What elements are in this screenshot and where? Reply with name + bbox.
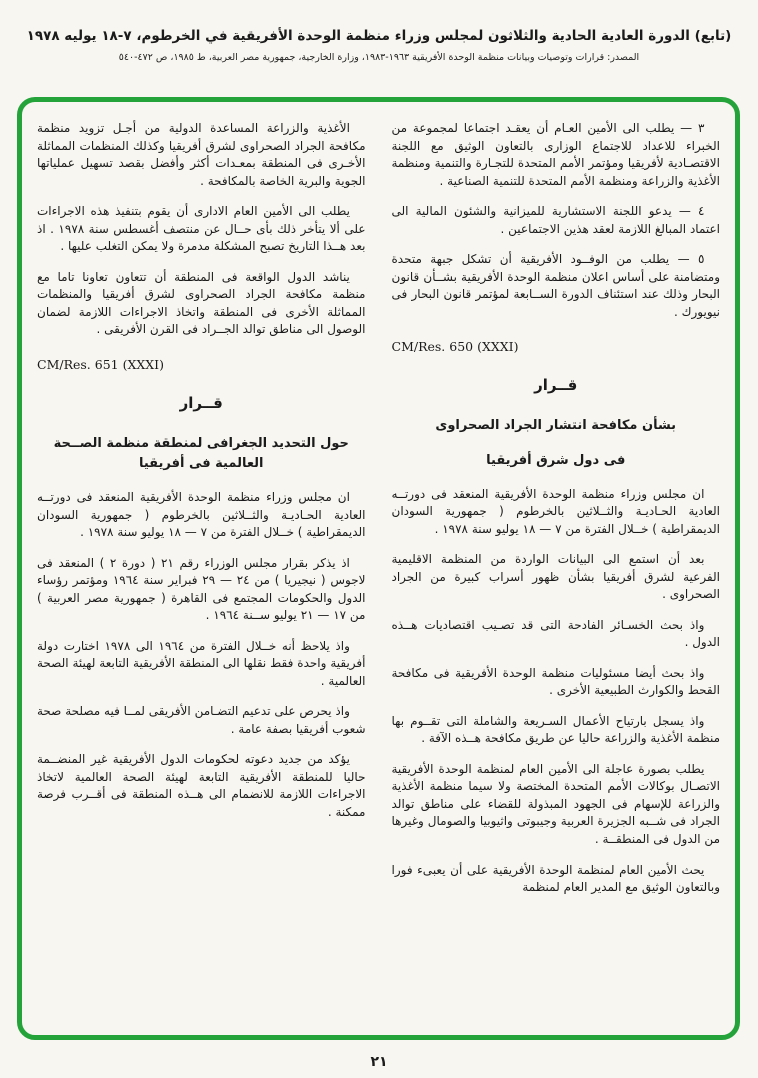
resolution-subtitle: فى دول شرق أفريقيا (486, 452, 626, 468)
paragraph: يناشد الدول الواقعة فى المنطقة أن تتعاون تعاونا تاما مع منظمة مكافحة الجراد الصحراوى لشرق أفريقيا والمنظمات المماثلة الأخرى فى المنطقة واتخاذ الاجراءات اللازمة لضمان الوصول الى مناطق توالد الجــراد فى القرن الأفريقى . (37, 269, 366, 337)
paragraph: بعد أن استمع الى البيانات الواردة من المنظمة الاقليمية الفرعية لشرق أفريقيا بشأن ظهور أسراب كبيرة من الجراد الصحراوى . (391, 552, 720, 602)
paragraph: ان مجلس وزراء منظمة الوحدة الأفريقية المنعقد فى دورتــه العادية الحـاديـة والثــلاثين بالخرطوم ( جمهورية السودان الديمقراطية ) خــلال الفترة من ٧ — ١٨ يوليو سنة ١٩٧٨ . (391, 486, 720, 536)
paragraph: يؤكد من جديد دعوته لحكومات الدول الأفريقية غير المنضــمة حاليا للمنطقة الأفريقية التابعة لهيئة الصحة العالمية لاتخاذ الاجراءات اللازمة للانضمام الى هــذه المنطقة فى أقــرب فرصة ممكنة . (37, 752, 366, 819)
resolution-heading: قــرار (534, 376, 578, 395)
paragraph: واذ يحرص على تدعيم التضـامن الأفريقى لمــا فيه مصلحة صحة شعوب أفريقيا بصفة عامة . (37, 704, 366, 736)
paragraph: اذ يذكر بقرار مجلس الوزراء رقم ٢١ ( دورة ٢ ) المنعقد فى لاجوس ( نيجيريا ) من ٢٤ — ٢٩ فبراير سنة ١٩٦٤ ومؤتمر رؤساء الدول والحكومات المجتمع فى القاهرة ( جمهورية مصر العربية ) من ١٧ — ٢١ يوليو ســنة ١٩٦٤ . (37, 555, 366, 623)
column-right (392, 120, 721, 1025)
paragraph: يطلب الى الأمين العام الادارى أن يقوم بتنفيذ هذه الاجراءات على ألا يتأخر ذلك بأى حــال عن منتصف أغسطس سنة ١٩٧٨ . اذ بعد هــذا التاريخ تصبح المشكلة مدمرة ولا يمكن التغلب عليها . (37, 204, 366, 254)
resolution-subtitle: حول التحديد الجغرافى لمنطقة منظمة الصــحة العالمية فى أفريقيا (53, 435, 349, 472)
page-header (0, 28, 758, 63)
paragraph: واذ يسجل بارتياح الأعمال السـريعة والشاملة التى تقــوم بها منظمة الأغذية والزراعة حاليا عن طريق مكافحة هــذه الآفة . (391, 713, 720, 746)
paragraph: ٤ — يدعو اللجنة الاستشارية للميزانية والشئون المالية الى اعتماد المبالغ اللازمة لعقد هذين الاجتماعين . (391, 204, 720, 236)
paragraph: ٥ — يطلب من الوفــود الأفريقية أن تشكل جبهة متحدة ومتضامنة على أساس اعلان منظمة الوحدة الأفريقية بشــأن قانون البحار وذلك عند استئناف الدورة الســابعة لمؤتمر قانون البحار فى نيويورك . (391, 252, 720, 319)
header-source-line: المصدر: قرارات وتوصيات وبيانات منظمة الوحدة الأفريقية ١٩٦٣-١٩٨٣، وزارة الخارجية، جمهورية مصر العربية، ط ١٩٨٥، ص ٤٧٢-٥٤٠ (118, 52, 640, 63)
paragraph: الأغذية والزراعة المساعدة الدولية من أجـل تزويد منظمة مكافحة الجراد الصحراوى لشرق أفريقيا وكذلك المنظمات المماثلة الأخـرى فى المنطقة بمعـدات أكثر وأفضل بقصد تسهيل عملياتها الجوية والبرية الخاصة بالمكافحة . (37, 121, 366, 188)
page-number: ٢١ (370, 1054, 388, 1070)
resolution-heading: قــرار (179, 393, 223, 412)
paragraph: واذ بحث أيضا مسئوليات منظمة الوحدة الأفريقية فى مكافحة القحط والكوارث الطبيعية الأخرى . (391, 665, 720, 698)
paragraph: يحث الأمين العام لمنظمة الوحدة الأفريقية على أن يعبىء فورا وبالتعاون الوثيق مع المدير العام لمنظمة (391, 862, 720, 895)
resolution-code: CM/Res. 650 (XXXI) (391, 339, 519, 355)
resolution-subtitle: بشأن مكافحة انتشار الجراد الصحراوى (435, 418, 677, 434)
paragraph: واذ يلاحظ أنه خــلال الفترة من ١٩٦٤ الى ١٩٧٨ اختارت دولة أفريقية واحدة فقط نقلها الى المنطقة الأفريقية التابعة لهيئة الصحة العالمية . (37, 638, 366, 688)
paragraph: ٣ — يطلب الى الأمين العـام أن يعقـد اجتماعا لمجموعة من الخبراء للاعداد للاجتماع الوزارى بالتعاون الوثيق مع اللجنة الاقتصـادية لأفريقيا ومؤتمر الأمم المتحدة للتجـارة والتنمية ومنظمة الأغذية والزراعة ومنظمة الأمم المتحدة للتنمية الصناعية . (391, 121, 720, 188)
paragraph: ان مجلس وزراء منظمة الوحدة الأفريقية المنعقد فى دورتــه العادية الحـاديـة والثــلاثين بالخرطوم ( جمهورية السودان الديمقراطية ) خــلال الفترة من ٧ — ١٨ يوليو سنة ١٩٧٨ . (37, 490, 366, 540)
resolution-code: CM/Res. 651 (XXXI) (37, 356, 164, 372)
paragraph: يطلب بصورة عاجلة الى الأمين العام لمنظمة الوحدة الأفريقية الاتصـال بوكالات الأمم المتحدة المختصة ولا سيما منظمة الأغذية والزراعة للإسهام فى الجهود المبذولة للقضاء على مناطق توالد الجراد فى شــبه الجزيرة العربية وجيبوتى واثيوبيا والصومال وغيرها من الدول فى المنطقــة . (391, 761, 720, 846)
paragraph: واذ بحث الخسـائر الفادحة التى قد تصـيب اقتصاديات هــذه الدول . (391, 617, 720, 650)
two-column-layout (37, 120, 720, 1025)
column-left (37, 120, 366, 1025)
content-frame (17, 97, 740, 1040)
header-title: (تابع) الدورة العادية الحادية والثلاثون لمجلس وزراء منظمة الوحدة الأفريقية في الخرطوم، ٧-١٨ يوليه ١٩٧٨ (26, 28, 732, 44)
